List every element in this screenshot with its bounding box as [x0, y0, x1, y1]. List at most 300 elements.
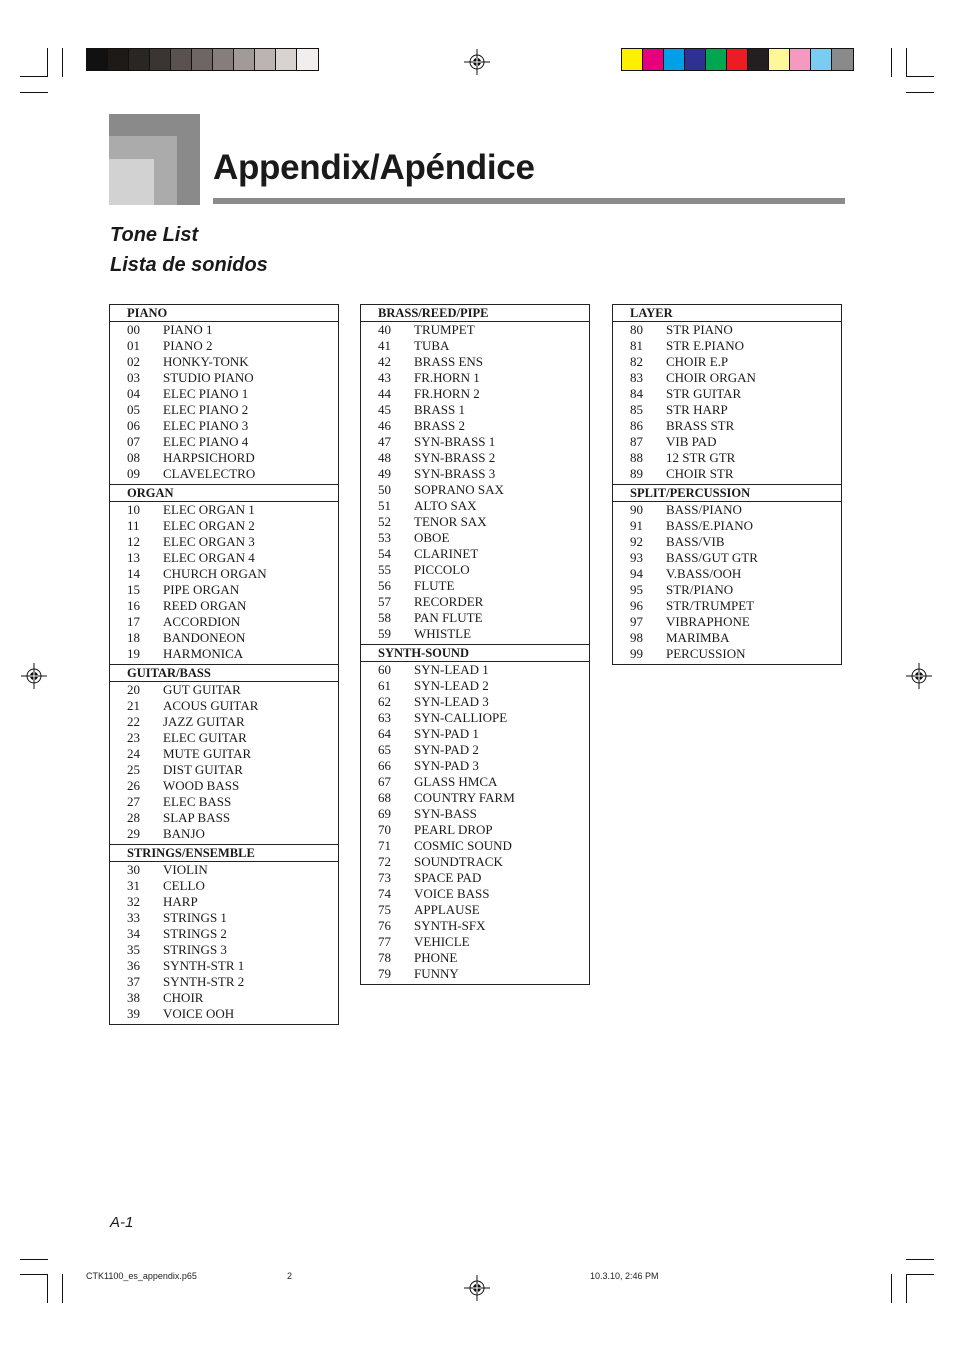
tone-row	[110, 794, 338, 810]
crop-mark	[62, 48, 63, 77]
tone-name: CHOIR	[163, 990, 204, 1005]
tone-number: 14	[127, 566, 140, 581]
tone-number: 15	[127, 582, 140, 597]
tone-row	[110, 550, 338, 566]
tone-number: 19	[127, 646, 140, 661]
tone-number: 75	[378, 902, 391, 917]
tone-name: ELEC PIANO 4	[163, 434, 249, 449]
footer-page: 2	[287, 1271, 293, 1281]
tone-row	[361, 790, 589, 806]
tone-name: SYNTH-STR 1	[163, 958, 245, 973]
tone-name: ACOUS GUITAR	[163, 698, 259, 713]
color-swatch	[706, 49, 727, 70]
tone-row	[110, 1006, 338, 1022]
tone-name: STR/TRUMPET	[666, 598, 755, 613]
tone-row	[110, 502, 338, 518]
color-swatch	[832, 49, 853, 70]
tone-row	[361, 626, 589, 642]
tone-row	[361, 370, 589, 386]
tone-number: 59	[378, 626, 391, 641]
tone-category-heading: SPLIT/PERCUSSION	[613, 484, 841, 502]
tone-row	[110, 434, 338, 450]
tone-name: BRASS 2	[414, 418, 465, 433]
tone-name: SYN-BRASS 2	[414, 450, 496, 465]
tone-row	[613, 598, 841, 614]
tone-row	[110, 910, 338, 926]
tone-row	[110, 534, 338, 550]
tone-name: STRINGS 1	[163, 910, 227, 925]
tone-name: FUNNY	[414, 966, 459, 981]
tone-row	[110, 762, 338, 778]
tone-name: STR E.PIANO	[666, 338, 745, 353]
tone-number: 17	[127, 614, 140, 629]
tone-number: 01	[127, 338, 140, 353]
tone-number: 13	[127, 550, 140, 565]
tone-name: STR GUITAR	[666, 386, 742, 401]
tone-name: TENOR SAX	[414, 514, 487, 529]
tone-number: 18	[127, 630, 140, 645]
tone-row	[613, 354, 841, 370]
color-swatch	[664, 49, 685, 70]
tone-number: 65	[378, 742, 391, 757]
tone-number: 42	[378, 354, 391, 369]
tone-row	[361, 546, 589, 562]
tone-number: 86	[630, 418, 643, 433]
tone-name: PAN FLUTE	[414, 610, 483, 625]
tone-row	[110, 778, 338, 794]
tone-name: PHONE	[414, 950, 458, 965]
tone-row	[361, 354, 589, 370]
footer-filename: CTK1100_es_appendix.p65	[86, 1271, 197, 1281]
tone-number: 43	[378, 370, 391, 385]
tone-category-list	[110, 862, 338, 1024]
tone-number: 63	[378, 710, 391, 725]
tone-row	[110, 354, 338, 370]
tone-name: ELEC ORGAN 3	[163, 534, 255, 549]
crop-mark	[20, 1259, 48, 1260]
tone-name: 12 STR GTR	[666, 450, 736, 465]
tone-name: ELEC ORGAN 1	[163, 502, 255, 517]
tone-number: 06	[127, 418, 140, 433]
tone-number: 50	[378, 482, 391, 497]
tone-row	[110, 630, 338, 646]
tone-row	[361, 950, 589, 966]
tone-name: WOOD BASS	[163, 778, 240, 793]
tone-name: CHOIR E.P	[666, 354, 729, 369]
tone-row	[110, 942, 338, 958]
tone-row	[110, 714, 338, 730]
crop-mark	[891, 1274, 892, 1303]
tone-category-list	[361, 662, 589, 984]
tone-name: APPLAUSE	[414, 902, 480, 917]
tone-row	[110, 746, 338, 762]
tone-row	[110, 418, 338, 434]
tone-number: 70	[378, 822, 391, 837]
tone-row	[613, 550, 841, 566]
crop-mark	[906, 1274, 907, 1303]
tone-name: SYN-LEAD 2	[414, 678, 489, 693]
crop-mark	[906, 76, 934, 77]
tone-number: 67	[378, 774, 391, 789]
color-swatch	[213, 49, 234, 70]
tone-row	[361, 966, 589, 982]
tone-number: 84	[630, 386, 643, 401]
tone-name: CLARINET	[414, 546, 479, 561]
tone-row	[110, 582, 338, 598]
color-swatch	[129, 49, 150, 70]
crop-mark	[20, 92, 48, 93]
tone-number: 08	[127, 450, 140, 465]
crop-mark	[62, 1274, 63, 1303]
tone-category-heading: PIANO	[110, 305, 338, 322]
tone-number: 72	[378, 854, 391, 869]
tone-number: 77	[378, 934, 391, 949]
subtitle-english: Tone List	[110, 224, 199, 246]
tone-row	[110, 386, 338, 402]
tone-row	[110, 926, 338, 942]
tone-row	[361, 466, 589, 482]
tone-number: 71	[378, 838, 391, 853]
tone-number: 74	[378, 886, 391, 901]
tone-row	[613, 434, 841, 450]
tone-row	[110, 598, 338, 614]
tone-number: 44	[378, 386, 391, 401]
tone-name: CHURCH ORGAN	[163, 566, 267, 581]
tone-row	[361, 418, 589, 434]
tone-row	[361, 594, 589, 610]
tone-name: BASS/GUT GTR	[666, 550, 758, 565]
subtitle-spanish: Lista de sonidos	[110, 254, 268, 276]
tone-category-heading: LAYER	[613, 305, 841, 322]
tone-number: 78	[378, 950, 391, 965]
tone-row	[110, 862, 338, 878]
tone-number: 05	[127, 402, 140, 417]
tone-table-column-3	[612, 304, 842, 665]
tone-row	[361, 610, 589, 626]
tone-name: PICCOLO	[414, 562, 470, 577]
tone-row	[110, 370, 338, 386]
tone-row	[613, 402, 841, 418]
tone-name: STR/PIANO	[666, 582, 734, 597]
tone-name: PIPE ORGAN	[163, 582, 240, 597]
tone-number: 52	[378, 514, 391, 529]
tone-row	[613, 614, 841, 630]
tone-row	[361, 434, 589, 450]
tone-name: HONKY-TONK	[163, 354, 249, 369]
tone-number: 48	[378, 450, 391, 465]
tone-name: DIST GUITAR	[163, 762, 243, 777]
tone-number: 07	[127, 434, 140, 449]
crop-mark	[47, 48, 48, 77]
crop-mark	[906, 1274, 934, 1275]
tone-number: 24	[127, 746, 140, 761]
tone-number: 91	[630, 518, 643, 533]
tone-name: GLASS HMCA	[414, 774, 498, 789]
tone-row	[361, 918, 589, 934]
color-swatch	[643, 49, 664, 70]
tone-number: 40	[378, 322, 391, 337]
tone-name: BANJO	[163, 826, 205, 841]
tone-name: SYN-LEAD 3	[414, 694, 489, 709]
tone-name: STUDIO PIANO	[163, 370, 254, 385]
tone-number: 98	[630, 630, 643, 645]
tone-number: 23	[127, 730, 140, 745]
tone-name: VOICE OOH	[163, 1006, 235, 1021]
tone-number: 60	[378, 662, 391, 677]
tone-number: 28	[127, 810, 140, 825]
color-swatch	[769, 49, 790, 70]
tone-name: CHOIR ORGAN	[666, 370, 756, 385]
tone-number: 94	[630, 566, 643, 581]
tone-number: 09	[127, 466, 140, 481]
tone-number: 79	[378, 966, 391, 981]
tone-row	[613, 370, 841, 386]
tone-row	[110, 974, 338, 990]
tone-row	[361, 902, 589, 918]
tone-number: 00	[127, 322, 140, 337]
tone-number: 32	[127, 894, 140, 909]
tone-number: 27	[127, 794, 140, 809]
tone-row	[613, 338, 841, 354]
tone-name: SPACE PAD	[414, 870, 482, 885]
tone-row	[110, 826, 338, 842]
tone-row	[613, 418, 841, 434]
tone-name: SOUNDTRACK	[414, 854, 503, 869]
tone-name: SYN-BRASS 1	[414, 434, 496, 449]
title-rule	[213, 198, 845, 204]
tone-row	[110, 322, 338, 338]
tone-name: PERCUSSION	[666, 646, 746, 661]
tone-number: 85	[630, 402, 643, 417]
tone-number: 81	[630, 338, 643, 353]
tone-name: HARPSICHORD	[163, 450, 255, 465]
tone-row	[361, 450, 589, 466]
tone-number: 25	[127, 762, 140, 777]
registration-mark-icon	[21, 663, 47, 689]
tone-number: 16	[127, 598, 140, 613]
tone-name: STRINGS 2	[163, 926, 227, 941]
tone-row	[110, 566, 338, 582]
tone-number: 47	[378, 434, 391, 449]
tone-number: 46	[378, 418, 391, 433]
tone-row	[361, 678, 589, 694]
tone-number: 51	[378, 498, 391, 513]
tone-row	[361, 710, 589, 726]
tone-number: 35	[127, 942, 140, 957]
tone-row	[361, 514, 589, 530]
tone-name: STRINGS 3	[163, 942, 227, 957]
tone-row	[613, 518, 841, 534]
tone-category-list	[110, 502, 338, 664]
color-swatch	[811, 49, 832, 70]
tone-row	[361, 934, 589, 950]
tone-name: BANDONEON	[163, 630, 246, 645]
tone-row	[361, 498, 589, 514]
tone-row	[361, 386, 589, 402]
tone-name: PIANO 2	[163, 338, 213, 353]
tone-name: SLAP BASS	[163, 810, 231, 825]
tone-row	[361, 402, 589, 418]
tone-name: SYN-CALLIOPE	[414, 710, 508, 725]
tone-name: ELEC BASS	[163, 794, 232, 809]
tone-number: 38	[127, 990, 140, 1005]
tone-name: FR.HORN 2	[414, 386, 480, 401]
tone-row	[361, 726, 589, 742]
tone-name: VOICE BASS	[414, 886, 490, 901]
color-swatch	[87, 49, 108, 70]
color-swatch	[276, 49, 297, 70]
tone-row	[361, 758, 589, 774]
color-swatch	[727, 49, 748, 70]
tone-number: 73	[378, 870, 391, 885]
tone-row	[361, 742, 589, 758]
tone-name: COSMIC SOUND	[414, 838, 512, 853]
grayscale-color-bar	[86, 48, 319, 71]
tone-name: STR PIANO	[666, 322, 733, 337]
tone-name: JAZZ GUITAR	[163, 714, 245, 729]
header-graphic-inner	[109, 159, 154, 205]
tone-row	[361, 482, 589, 498]
tone-name: ELEC PIANO 1	[163, 386, 249, 401]
registration-mark-icon	[464, 1275, 490, 1301]
tone-name: PEARL DROP	[414, 822, 493, 837]
crop-mark	[20, 1274, 48, 1275]
tone-category-heading: GUITAR/BASS	[110, 664, 338, 682]
crop-mark	[47, 1274, 48, 1303]
tone-row	[361, 338, 589, 354]
tone-name: BASS/E.PIANO	[666, 518, 754, 533]
tone-row	[613, 450, 841, 466]
tone-name: ALTO SAX	[414, 498, 477, 513]
tone-name: SYNTH-STR 2	[163, 974, 245, 989]
tone-name: REED ORGAN	[163, 598, 247, 613]
tone-name: ELEC PIANO 3	[163, 418, 249, 433]
tone-row	[110, 338, 338, 354]
tone-row	[613, 466, 841, 482]
tone-row	[361, 838, 589, 854]
color-swatch	[150, 49, 171, 70]
tone-name: BASS/VIB	[666, 534, 725, 549]
crop-mark	[891, 48, 892, 77]
tone-name: ACCORDION	[163, 614, 241, 629]
tone-category-heading: STRINGS/ENSEMBLE	[110, 844, 338, 862]
tone-row	[613, 630, 841, 646]
tone-number: 87	[630, 434, 643, 449]
tone-row	[361, 774, 589, 790]
tone-category-list	[110, 682, 338, 844]
tone-name: MARIMBA	[666, 630, 730, 645]
tone-number: 34	[127, 926, 140, 941]
tone-number: 31	[127, 878, 140, 893]
tone-number: 80	[630, 322, 643, 337]
tone-row	[110, 518, 338, 534]
tone-row	[613, 322, 841, 338]
tone-row	[361, 578, 589, 594]
page-number: A-1	[110, 1214, 134, 1231]
color-swatch	[622, 49, 643, 70]
tone-category-list	[361, 322, 589, 644]
tone-name: BRASS 1	[414, 402, 465, 417]
tone-number: 30	[127, 862, 140, 877]
tone-number: 57	[378, 594, 391, 609]
tone-name: COUNTRY FARM	[414, 790, 515, 805]
tone-name: CLAVELECTRO	[163, 466, 256, 481]
tone-number: 68	[378, 790, 391, 805]
registration-mark-icon	[464, 49, 490, 75]
tone-number: 62	[378, 694, 391, 709]
crop-mark	[20, 76, 48, 77]
tone-number: 99	[630, 646, 643, 661]
tone-row	[361, 662, 589, 678]
tone-name: TUBA	[414, 338, 450, 353]
tone-name: SOPRANO SAX	[414, 482, 504, 497]
tone-name: PIANO 1	[163, 322, 213, 337]
tone-number: 10	[127, 502, 140, 517]
tone-number: 22	[127, 714, 140, 729]
tone-name: ELEC ORGAN 4	[163, 550, 255, 565]
tone-number: 02	[127, 354, 140, 369]
tone-number: 93	[630, 550, 643, 565]
tone-name: TRUMPET	[414, 322, 475, 337]
color-swatch	[171, 49, 192, 70]
color-swatch	[255, 49, 276, 70]
tone-name: BRASS ENS	[414, 354, 483, 369]
tone-row	[361, 886, 589, 902]
tone-number: 95	[630, 582, 643, 597]
tone-row	[110, 466, 338, 482]
tone-number: 11	[127, 518, 140, 533]
tone-number: 04	[127, 386, 140, 401]
tone-category-list	[613, 502, 841, 664]
tone-category-heading: SYNTH-SOUND	[361, 644, 589, 662]
tone-name: VEHICLE	[414, 934, 470, 949]
process-color-bar	[621, 48, 854, 71]
color-swatch	[748, 49, 769, 70]
tone-row	[613, 566, 841, 582]
color-swatch	[108, 49, 129, 70]
tone-row	[613, 646, 841, 662]
tone-name: HARMONICA	[163, 646, 244, 661]
color-swatch	[790, 49, 811, 70]
tone-row	[110, 894, 338, 910]
tone-number: 33	[127, 910, 140, 925]
tone-row	[361, 562, 589, 578]
tone-name: STR HARP	[666, 402, 728, 417]
tone-row	[110, 730, 338, 746]
tone-number: 54	[378, 546, 391, 561]
tone-number: 76	[378, 918, 391, 933]
tone-row	[361, 322, 589, 338]
tone-number: 37	[127, 974, 140, 989]
tone-name: VIB PAD	[666, 434, 717, 449]
tone-name: ELEC PIANO 2	[163, 402, 249, 417]
tone-row	[613, 386, 841, 402]
tone-number: 89	[630, 466, 643, 481]
tone-name: SYN-PAD 3	[414, 758, 479, 773]
tone-name: CELLO	[163, 878, 205, 893]
tone-category-list	[613, 322, 841, 484]
tone-row	[110, 878, 338, 894]
tone-number: 55	[378, 562, 391, 577]
tone-name: VIBRAPHONE	[666, 614, 750, 629]
tone-number: 21	[127, 698, 140, 713]
tone-name: FLUTE	[414, 578, 455, 593]
color-swatch	[297, 49, 318, 70]
tone-number: 53	[378, 530, 391, 545]
tone-name: VIOLIN	[163, 862, 208, 877]
tone-name: OBOE	[414, 530, 450, 545]
tone-number: 82	[630, 354, 643, 369]
